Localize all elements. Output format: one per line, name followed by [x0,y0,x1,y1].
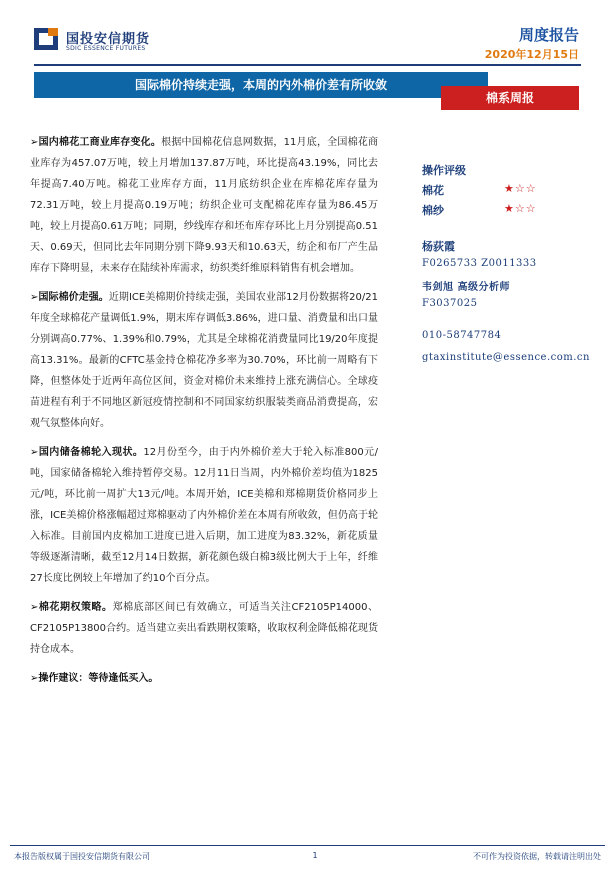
arrow-bullet-icon: ➢ [30,447,39,458]
rating-title: 操作评级 [422,164,466,177]
footer-copyright: 本报告版权属于国投安信期货有限公司 [14,852,150,861]
rating-row [422,202,612,222]
paragraph-text: 根据中国棉花信息网数据，11月底，全国棉花商业库存为457.07万吨，较上月增加137.87万吨，环比提高43.19%，同比去年提高7.40万吨。棉花工业库存方面，11月底纺织企业在库棉花库存量为72.31万吨，较上月提高0.19万吨；纺织企业可支配棉花库存量为86.45万吨，较上月提高0.61万吨；同期，纱线库存和坯布库存环比上月分别提高0.51天、0.69天，但同比去年同期分别下降9.93天和10.63天，纺企和布厂产生品库存下降明显，未来存在陆续补库需求，纺织类纤维原料销售有机会增加。 [30,137,379,274]
arrow-bullet-icon: ➢ [30,602,39,613]
logo-english-name: SDIC ESSENCE FUTURES [66,45,146,52]
paragraph-international-price [30,287,378,434]
paragraph-title: 国内棉花工商业库存变化。 [38,137,162,148]
rating-stars-icon: ★☆☆ [504,182,537,195]
paragraph-title: 国内储备棉轮入现状。 [38,447,144,458]
analyst-name: 杨荻霞 [422,240,455,253]
section-tab: 棉系周报 [441,86,579,110]
footer-disclaimer: 不可作为投资依据，转载请注明出处 [473,852,601,861]
report-date: 2020年12月15日 [484,48,579,61]
contact-phone: 010-58747784 [422,330,502,341]
company-logo [34,24,174,54]
arrow-bullet-icon: ➢ [30,137,39,148]
logo-mark-icon [34,28,58,50]
footer-divider [10,845,605,846]
paragraph-title: 操作建议：等待逢低买入。 [38,673,159,684]
rating-name: 棉花 [422,184,444,197]
sidebar [422,162,612,374]
analyst-certificate: F0265733 Z0011333 [422,258,537,269]
paragraph-reserve [30,442,378,589]
paragraph-inventory [30,132,378,279]
report-type: 周度报告 [518,26,579,44]
paragraph-suggestion [30,668,378,689]
arrow-bullet-icon: ➢ [30,673,39,684]
paragraph-title: 棉花期权策略。 [38,602,113,613]
rating-stars-icon: ★☆☆ [504,202,537,215]
arrow-bullet-icon: ➢ [30,292,39,303]
paragraph-text: 郑棉底部区间已有效确立，可适当关注CF2105P14000、CF2105P13800合约。适当建立卖出看跌期权策略，收取权利金降低棉花现货持仓成本。 [30,602,379,655]
paragraph-text: 12月份至今，由于内外棉价差大于轮入标准800元/吨，国家储备棉轮入维持暂停交易。12月11日当周，内外棉价差均值为1825元/吨，环比前一周扩大13元/吨。本周开始，ICE美棉和郑棉期货价格同步上涨，ICE美棉价格涨幅超过郑棉驱动了内外棉价差在本周有所收敛，但仍高于轮入标准。目前国内皮棉加工进度已进入后期，加工进度为83.32%，新花质量等级逐渐清晰，截至12月14日数据，新花颜色级白棉3级比例大于上年，纤维27长度比例较上年增加了约10个百分点。 [30,447,379,584]
analyst-title: 韦剑旭 高级分析师 [422,282,510,293]
contact-email[interactable]: gtaxinstitute@essence.com.cn [422,352,590,363]
paragraph-options [30,597,378,660]
header-divider [34,64,581,66]
rating-name: 棉纱 [422,204,444,217]
paragraph-text: 近期ICE美棉期价持续走强，美国农业部12月份数据将20/21年度全球棉花产量调低1.9%，期末库存调低3.86%，进口量、消费量和出口量分别调高0.77%、1.39%和0.79%，尤其是全球棉花消费量同比19/20年度提高13.31%。最新的CFTC基金持仓棉花净多率为30.70%，环比前一周略有下降，但整体处于近两年高位区间，资金对棉价未来维持上涨充满信心。全球疫苗进程有利于不同地区新冠疫情控制和不同国家纺织服装类商品消费提高，宏观气氛整体向好。 [30,292,378,429]
page-number: 1 [312,851,318,860]
paragraph-title: 国际棉价走强。 [38,292,109,303]
headline-banner: 国际棉价持续走强，本周的内外棉价差有所收敛 [34,72,488,98]
analyst-certificate-2: F3037025 [422,298,478,309]
report-body [30,132,378,697]
rating-row [422,182,612,202]
logo-chinese-name: 国投安信期货 [66,32,151,47]
